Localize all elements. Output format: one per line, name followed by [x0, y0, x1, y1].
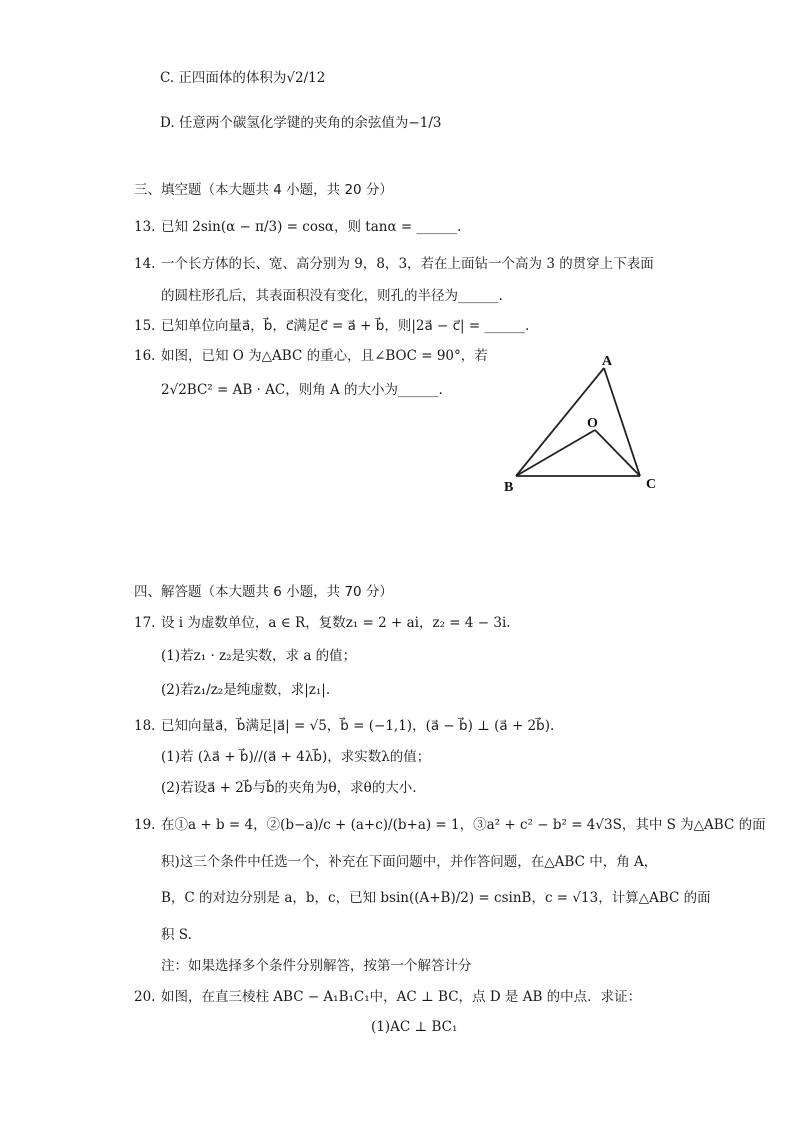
q19-line-3: B，C 的对边分别是 a，b，c，已知 bsin((A+B)/2) = csinB，c = √13，计算△ABC 的面 — [161, 890, 711, 906]
q20-part-1: (1)AC ⊥ BC₁ — [371, 1019, 458, 1035]
q18-line-1: 已知向量a⃗，b⃗满足|a⃗| = √5，b⃗ = (−1,1)，(a⃗ − b⃗) ⊥ (a⃗ + 2b⃗). — [161, 718, 555, 734]
triangle-figure — [500, 350, 680, 500]
q19-line-1: 在①a + b = 4，②(b−a)/c + (a+c)/(b+a) = 1，③a² + c² − b² = 4√3S，其中 S 为△ABC 的面 — [161, 817, 766, 833]
edge-ob — [516, 430, 595, 476]
option-c: C. 正四面体的体积为√2/12 — [160, 70, 326, 86]
q13-text: 已知 2sin(α − π/3) = cosα，则 tanα = ______. — [161, 219, 462, 235]
section-3-title: 三、填空题（本大题共 4 小题，共 20 分） — [134, 182, 393, 198]
q18-part-1: (1)若 (λa⃗ + b⃗)//(a⃗ + 4λb⃗)，求实数λ的值； — [161, 749, 431, 765]
vertex-label-b: B — [504, 480, 514, 495]
vertex-label-a: A — [602, 354, 613, 369]
q17-part-2: (2)若z₁/z₂是纯虚数，求|z₁|. — [161, 682, 331, 698]
q20-number: 20. — [134, 989, 156, 1005]
q18-part-2: (2)若设a⃗ + 2b⃗与b⃗的夹角为θ，求θ的大小. — [161, 780, 417, 796]
vertex-label-o: O — [587, 416, 598, 431]
q17-part-1: (1)若z₁ · z₂是实数，求 a 的值； — [161, 648, 357, 664]
q14-line-1: 一个长方体的长、宽、高分别为 9，8，3，若在上面钻一个高为 3 的贯穿上下表面 — [161, 256, 654, 272]
q18-number: 18. — [134, 718, 156, 734]
vertex-label-c: C — [646, 477, 657, 492]
q20-line-1: 如图，在直三棱柱 ABC − A₁B₁C₁中，AC ⊥ BC，点 D 是 AB 的中点．求证： — [161, 989, 642, 1005]
section-4-title: 四、解答题（本大题共 6 小题，共 70 分） — [134, 584, 393, 600]
q19-note: 注：如果选择多个条件分别解答，按第一个解答计分 — [161, 958, 472, 974]
q15-text: 已知单位向量a⃗，b⃗，c⃗满足c⃗ = a⃗ + b⃗，则|2a⃗ − c⃗| = ______. — [161, 318, 530, 334]
q19-line-2: 积)这三个条件中任选一个，补充在下面问题中，并作答问题，在△ABC 中，角 A， — [161, 854, 658, 870]
q19-number: 19. — [134, 817, 156, 833]
edge-ac — [604, 368, 640, 476]
q16-line-1: 如图，已知 O 为△ABC 的重心，且∠BOC = 90°，若 — [161, 348, 488, 364]
q14-line-2: 的圆柱形孔后，其表面积没有变化，则孔的半径为______. — [161, 288, 503, 304]
option-d: D. 任意两个碳氢化学键的夹角的余弦值为−1/3 — [160, 115, 442, 131]
q14-number: 14. — [134, 256, 156, 272]
q13-number: 13. — [134, 219, 156, 235]
q16-number: 16. — [134, 348, 156, 364]
q15-number: 15. — [134, 318, 156, 334]
q17-line-1: 设 i 为虚数单位，a ∈ R，复数z₁ = 2 + ai，z₂ = 4 − 3i. — [161, 615, 511, 631]
q16-line-2: 2√2BC² = AB · AC，则角 A 的大小为______. — [161, 382, 443, 398]
q19-line-4: 积 S. — [161, 927, 192, 943]
q17-number: 17. — [134, 615, 156, 631]
